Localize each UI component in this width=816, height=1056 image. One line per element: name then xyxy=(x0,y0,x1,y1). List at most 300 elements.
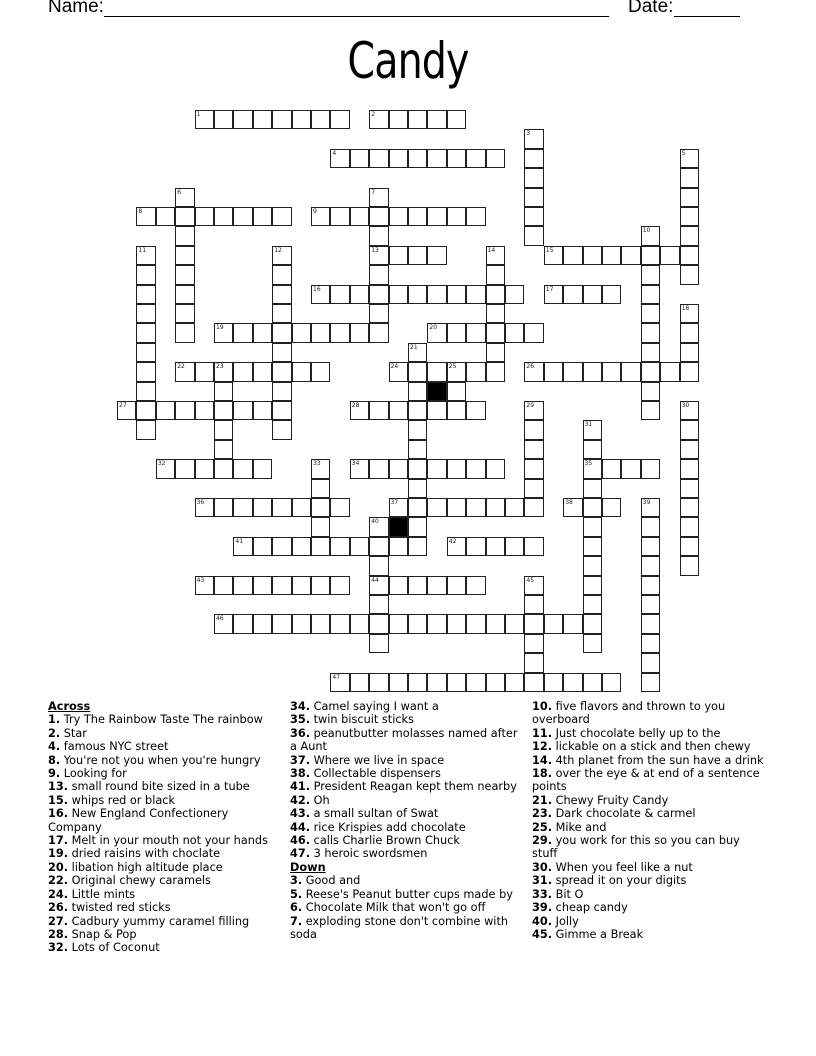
grid-cell[interactable] xyxy=(233,207,252,226)
grid-cell[interactable] xyxy=(311,459,330,478)
grid-cell[interactable] xyxy=(583,420,602,439)
grid-cell[interactable] xyxy=(292,110,311,129)
grid-cell[interactable] xyxy=(311,498,330,517)
grid-cell[interactable] xyxy=(486,362,505,381)
grid-cell[interactable] xyxy=(466,614,485,633)
grid-cell[interactable] xyxy=(641,343,660,362)
grid-cell[interactable] xyxy=(195,576,214,595)
grid-cell[interactable] xyxy=(427,362,446,381)
grid-cell[interactable] xyxy=(563,362,582,381)
grid-cell[interactable] xyxy=(175,207,194,226)
grid-cell[interactable] xyxy=(447,401,466,420)
grid-cell[interactable] xyxy=(272,537,291,556)
grid-cell[interactable] xyxy=(408,246,427,265)
grid-cell[interactable] xyxy=(602,362,621,381)
grid-cell[interactable] xyxy=(369,576,388,595)
grid-cell[interactable] xyxy=(680,440,699,459)
grid-cell[interactable] xyxy=(524,129,543,148)
grid-cell[interactable] xyxy=(427,576,446,595)
grid-cell[interactable] xyxy=(641,265,660,284)
grid-cell[interactable] xyxy=(641,556,660,575)
grid-cell[interactable] xyxy=(272,207,291,226)
grid-cell[interactable] xyxy=(272,323,291,342)
grid-cell[interactable] xyxy=(544,614,563,633)
grid-cell[interactable] xyxy=(621,246,640,265)
grid-cell[interactable] xyxy=(641,576,660,595)
grid-cell[interactable] xyxy=(311,362,330,381)
grid-cell[interactable] xyxy=(253,401,272,420)
grid-cell[interactable] xyxy=(641,537,660,556)
grid-cell[interactable] xyxy=(447,149,466,168)
grid-cell[interactable] xyxy=(524,537,543,556)
grid-cell[interactable] xyxy=(563,614,582,633)
grid-cell[interactable] xyxy=(447,673,466,692)
grid-cell[interactable] xyxy=(195,401,214,420)
grid-cell[interactable] xyxy=(505,498,524,517)
grid-cell[interactable] xyxy=(330,207,349,226)
grid-cell[interactable] xyxy=(583,614,602,633)
grid-cell[interactable] xyxy=(583,556,602,575)
grid-cell[interactable] xyxy=(408,479,427,498)
grid-cell[interactable] xyxy=(408,498,427,517)
grid-cell[interactable] xyxy=(330,323,349,342)
grid-cell[interactable] xyxy=(427,673,446,692)
grid-cell[interactable] xyxy=(427,459,446,478)
grid-cell[interactable] xyxy=(680,362,699,381)
grid-cell[interactable] xyxy=(641,246,660,265)
grid-cell[interactable] xyxy=(369,459,388,478)
grid-cell[interactable] xyxy=(641,498,660,517)
grid-cell[interactable] xyxy=(136,420,155,439)
grid-cell[interactable] xyxy=(447,459,466,478)
grid-cell[interactable] xyxy=(330,110,349,129)
grid-cell[interactable] xyxy=(292,323,311,342)
grid-cell[interactable] xyxy=(214,323,233,342)
grid-cell[interactable] xyxy=(389,207,408,226)
grid-cell[interactable] xyxy=(680,401,699,420)
grid-cell[interactable] xyxy=(272,498,291,517)
grid-cell[interactable] xyxy=(175,285,194,304)
grid-cell[interactable] xyxy=(369,595,388,614)
grid-cell[interactable] xyxy=(408,401,427,420)
grid-cell[interactable] xyxy=(311,537,330,556)
grid-cell[interactable] xyxy=(389,459,408,478)
grid-cell[interactable] xyxy=(641,382,660,401)
grid-cell[interactable] xyxy=(447,498,466,517)
grid-cell[interactable] xyxy=(272,343,291,362)
grid-cell[interactable] xyxy=(427,498,446,517)
grid-cell[interactable] xyxy=(408,110,427,129)
grid-cell[interactable] xyxy=(524,498,543,517)
grid-cell[interactable] xyxy=(408,285,427,304)
grid-cell[interactable] xyxy=(408,537,427,556)
grid-cell[interactable] xyxy=(486,498,505,517)
grid-cell[interactable] xyxy=(175,362,194,381)
grid-cell[interactable] xyxy=(602,673,621,692)
grid-cell[interactable] xyxy=(389,401,408,420)
grid-cell[interactable] xyxy=(447,576,466,595)
grid-cell[interactable] xyxy=(369,673,388,692)
grid-cell[interactable] xyxy=(486,285,505,304)
grid-cell[interactable] xyxy=(583,285,602,304)
grid-cell[interactable] xyxy=(117,401,136,420)
grid-cell[interactable] xyxy=(660,362,679,381)
grid-cell[interactable] xyxy=(350,149,369,168)
grid-cell[interactable] xyxy=(408,517,427,536)
grid-cell[interactable] xyxy=(524,595,543,614)
grid-cell[interactable] xyxy=(602,459,621,478)
grid-cell[interactable] xyxy=(369,323,388,342)
grid-cell[interactable] xyxy=(369,285,388,304)
grid-cell[interactable] xyxy=(486,673,505,692)
grid-cell[interactable] xyxy=(466,459,485,478)
grid-cell[interactable] xyxy=(369,149,388,168)
grid-cell[interactable] xyxy=(214,498,233,517)
grid-cell[interactable] xyxy=(272,110,291,129)
grid-cell[interactable] xyxy=(272,285,291,304)
grid-cell[interactable] xyxy=(175,226,194,245)
grid-cell[interactable] xyxy=(195,459,214,478)
grid-cell[interactable] xyxy=(563,285,582,304)
grid-cell[interactable] xyxy=(272,246,291,265)
grid-cell[interactable] xyxy=(408,382,427,401)
grid-cell[interactable] xyxy=(292,362,311,381)
grid-cell[interactable] xyxy=(408,420,427,439)
grid-cell[interactable] xyxy=(195,362,214,381)
grid-cell[interactable] xyxy=(330,576,349,595)
grid-cell[interactable] xyxy=(447,110,466,129)
grid-cell[interactable] xyxy=(641,323,660,342)
grid-cell[interactable] xyxy=(175,246,194,265)
grid-cell[interactable] xyxy=(369,537,388,556)
grid-cell[interactable] xyxy=(427,246,446,265)
grid-cell[interactable] xyxy=(408,673,427,692)
grid-cell[interactable] xyxy=(233,498,252,517)
grid-cell[interactable] xyxy=(233,614,252,633)
grid-cell[interactable] xyxy=(175,459,194,478)
grid-cell[interactable] xyxy=(389,498,408,517)
grid-cell[interactable] xyxy=(641,653,660,672)
grid-cell[interactable] xyxy=(524,673,543,692)
grid-cell[interactable] xyxy=(680,246,699,265)
grid-cell[interactable] xyxy=(427,285,446,304)
grid-cell[interactable] xyxy=(253,614,272,633)
grid-cell[interactable] xyxy=(389,673,408,692)
grid-cell[interactable] xyxy=(311,576,330,595)
grid-cell[interactable] xyxy=(524,653,543,672)
grid-cell[interactable] xyxy=(524,576,543,595)
grid-cell[interactable] xyxy=(466,362,485,381)
grid-cell[interactable] xyxy=(311,479,330,498)
grid-cell[interactable] xyxy=(408,459,427,478)
grid-cell[interactable] xyxy=(214,440,233,459)
grid-cell[interactable] xyxy=(330,614,349,633)
grid-cell[interactable] xyxy=(583,479,602,498)
grid-cell[interactable] xyxy=(389,362,408,381)
grid-cell[interactable] xyxy=(389,149,408,168)
grid-cell[interactable] xyxy=(136,304,155,323)
grid-cell[interactable] xyxy=(641,614,660,633)
grid-cell[interactable] xyxy=(214,110,233,129)
grid-cell[interactable] xyxy=(175,265,194,284)
grid-cell[interactable] xyxy=(350,673,369,692)
grid-cell[interactable] xyxy=(466,673,485,692)
grid-cell[interactable] xyxy=(544,673,563,692)
grid-cell[interactable] xyxy=(253,323,272,342)
grid-cell[interactable] xyxy=(369,556,388,575)
grid-cell[interactable] xyxy=(330,149,349,168)
grid-cell[interactable] xyxy=(602,246,621,265)
grid-cell[interactable] xyxy=(680,498,699,517)
grid-cell[interactable] xyxy=(136,382,155,401)
grid-cell[interactable] xyxy=(583,595,602,614)
grid-cell[interactable] xyxy=(253,576,272,595)
grid-cell[interactable] xyxy=(641,595,660,614)
grid-cell[interactable] xyxy=(583,576,602,595)
grid-cell[interactable] xyxy=(350,401,369,420)
grid-cell[interactable] xyxy=(369,517,388,536)
grid-cell[interactable] xyxy=(524,188,543,207)
grid-cell[interactable] xyxy=(311,207,330,226)
grid-cell[interactable] xyxy=(175,188,194,207)
grid-cell[interactable] xyxy=(524,362,543,381)
grid-cell[interactable] xyxy=(486,304,505,323)
grid-cell[interactable] xyxy=(272,420,291,439)
grid-cell[interactable] xyxy=(369,188,388,207)
grid-cell[interactable] xyxy=(253,498,272,517)
grid-cell[interactable] xyxy=(136,246,155,265)
grid-cell[interactable] xyxy=(253,459,272,478)
grid-cell[interactable] xyxy=(466,498,485,517)
grid-cell[interactable] xyxy=(350,537,369,556)
grid-cell[interactable] xyxy=(136,323,155,342)
grid-cell[interactable] xyxy=(175,304,194,323)
grid-cell[interactable] xyxy=(680,304,699,323)
grid-cell[interactable] xyxy=(583,537,602,556)
grid-cell[interactable] xyxy=(330,285,349,304)
grid-cell[interactable] xyxy=(156,207,175,226)
grid-cell[interactable] xyxy=(563,673,582,692)
grid-cell[interactable] xyxy=(408,614,427,633)
grid-cell[interactable] xyxy=(583,440,602,459)
grid-cell[interactable] xyxy=(641,634,660,653)
grid-cell[interactable] xyxy=(214,382,233,401)
grid-cell[interactable] xyxy=(466,207,485,226)
grid-cell[interactable] xyxy=(233,323,252,342)
grid-cell[interactable] xyxy=(389,246,408,265)
grid-cell[interactable] xyxy=(641,401,660,420)
grid-cell[interactable] xyxy=(311,614,330,633)
grid-cell[interactable] xyxy=(680,556,699,575)
grid-cell[interactable] xyxy=(350,285,369,304)
grid-cell[interactable] xyxy=(369,110,388,129)
grid-cell[interactable] xyxy=(680,265,699,284)
grid-cell[interactable] xyxy=(389,537,408,556)
grid-cell[interactable] xyxy=(641,226,660,245)
grid-cell[interactable] xyxy=(389,576,408,595)
grid-cell[interactable] xyxy=(408,362,427,381)
grid-cell[interactable] xyxy=(466,576,485,595)
grid-cell[interactable] xyxy=(369,226,388,245)
grid-cell[interactable] xyxy=(447,614,466,633)
grid-cell[interactable] xyxy=(524,459,543,478)
grid-cell[interactable] xyxy=(447,207,466,226)
grid-cell[interactable] xyxy=(292,498,311,517)
grid-cell[interactable] xyxy=(680,479,699,498)
grid-cell[interactable] xyxy=(369,401,388,420)
grid-cell[interactable] xyxy=(272,382,291,401)
grid-cell[interactable] xyxy=(524,440,543,459)
grid-cell[interactable] xyxy=(136,343,155,362)
grid-cell[interactable] xyxy=(583,459,602,478)
grid-cell[interactable] xyxy=(680,207,699,226)
grid-cell[interactable] xyxy=(195,498,214,517)
grid-cell[interactable] xyxy=(524,226,543,245)
grid-cell[interactable] xyxy=(486,246,505,265)
grid-cell[interactable] xyxy=(253,110,272,129)
grid-cell[interactable] xyxy=(447,362,466,381)
grid-cell[interactable] xyxy=(292,576,311,595)
grid-cell[interactable] xyxy=(253,537,272,556)
grid-cell[interactable] xyxy=(544,362,563,381)
grid-cell[interactable] xyxy=(369,265,388,284)
grid-cell[interactable] xyxy=(369,207,388,226)
grid-cell[interactable] xyxy=(214,362,233,381)
grid-cell[interactable] xyxy=(583,517,602,536)
grid-cell[interactable] xyxy=(621,362,640,381)
grid-cell[interactable] xyxy=(602,498,621,517)
grid-cell[interactable] xyxy=(466,149,485,168)
grid-cell[interactable] xyxy=(427,401,446,420)
grid-cell[interactable] xyxy=(214,420,233,439)
grid-cell[interactable] xyxy=(350,614,369,633)
grid-cell[interactable] xyxy=(583,498,602,517)
grid-cell[interactable] xyxy=(466,323,485,342)
grid-cell[interactable] xyxy=(214,459,233,478)
grid-cell[interactable] xyxy=(408,149,427,168)
grid-cell[interactable] xyxy=(680,226,699,245)
grid-cell[interactable] xyxy=(466,401,485,420)
grid-cell[interactable] xyxy=(563,498,582,517)
grid-cell[interactable] xyxy=(563,246,582,265)
grid-cell[interactable] xyxy=(311,323,330,342)
grid-cell[interactable] xyxy=(505,285,524,304)
grid-cell[interactable] xyxy=(486,149,505,168)
grid-cell[interactable] xyxy=(680,537,699,556)
grid-cell[interactable] xyxy=(524,401,543,420)
grid-cell[interactable] xyxy=(583,246,602,265)
grid-cell[interactable] xyxy=(505,323,524,342)
grid-cell[interactable] xyxy=(136,265,155,284)
grid-cell[interactable] xyxy=(350,323,369,342)
grid-cell[interactable] xyxy=(641,304,660,323)
grid-cell[interactable] xyxy=(233,459,252,478)
grid-cell[interactable] xyxy=(544,285,563,304)
grid-cell[interactable] xyxy=(680,517,699,536)
grid-cell[interactable] xyxy=(292,614,311,633)
grid-cell[interactable] xyxy=(389,285,408,304)
grid-cell[interactable] xyxy=(195,110,214,129)
grid-cell[interactable] xyxy=(641,673,660,692)
grid-cell[interactable] xyxy=(524,323,543,342)
grid-cell[interactable] xyxy=(272,362,291,381)
grid-cell[interactable] xyxy=(233,110,252,129)
grid-cell[interactable] xyxy=(408,343,427,362)
grid-cell[interactable] xyxy=(389,614,408,633)
grid-cell[interactable] xyxy=(330,673,349,692)
grid-cell[interactable] xyxy=(311,517,330,536)
grid-cell[interactable] xyxy=(272,304,291,323)
grid-cell[interactable] xyxy=(311,285,330,304)
grid-cell[interactable] xyxy=(641,285,660,304)
grid-cell[interactable] xyxy=(272,576,291,595)
grid-cell[interactable] xyxy=(369,614,388,633)
grid-cell[interactable] xyxy=(253,362,272,381)
grid-cell[interactable] xyxy=(680,323,699,342)
grid-cell[interactable] xyxy=(524,614,543,633)
grid-cell[interactable] xyxy=(156,401,175,420)
grid-cell[interactable] xyxy=(680,343,699,362)
grid-cell[interactable] xyxy=(544,246,563,265)
grid-cell[interactable] xyxy=(486,323,505,342)
grid-cell[interactable] xyxy=(466,537,485,556)
grid-cell[interactable] xyxy=(583,362,602,381)
grid-cell[interactable] xyxy=(136,401,155,420)
grid-cell[interactable] xyxy=(524,149,543,168)
grid-cell[interactable] xyxy=(641,459,660,478)
grid-cell[interactable] xyxy=(486,459,505,478)
grid-cell[interactable] xyxy=(524,634,543,653)
grid-cell[interactable] xyxy=(175,401,194,420)
grid-cell[interactable] xyxy=(447,382,466,401)
grid-cell[interactable] xyxy=(680,459,699,478)
grid-cell[interactable] xyxy=(583,673,602,692)
grid-cell[interactable] xyxy=(408,576,427,595)
grid-cell[interactable] xyxy=(408,440,427,459)
grid-cell[interactable] xyxy=(427,110,446,129)
grid-cell[interactable] xyxy=(136,285,155,304)
grid-cell[interactable] xyxy=(505,673,524,692)
grid-cell[interactable] xyxy=(524,207,543,226)
grid-cell[interactable] xyxy=(369,304,388,323)
grid-cell[interactable] xyxy=(136,207,155,226)
grid-cell[interactable] xyxy=(524,168,543,187)
grid-cell[interactable] xyxy=(389,110,408,129)
grid-cell[interactable] xyxy=(641,517,660,536)
grid-cell[interactable] xyxy=(214,576,233,595)
grid-cell[interactable] xyxy=(641,362,660,381)
grid-cell[interactable] xyxy=(311,110,330,129)
grid-cell[interactable] xyxy=(427,614,446,633)
grid-cell[interactable] xyxy=(350,207,369,226)
grid-cell[interactable] xyxy=(214,207,233,226)
grid-cell[interactable] xyxy=(214,401,233,420)
grid-cell[interactable] xyxy=(292,537,311,556)
grid-cell[interactable] xyxy=(233,362,252,381)
grid-cell[interactable] xyxy=(233,537,252,556)
grid-cell[interactable] xyxy=(602,285,621,304)
grid-cell[interactable] xyxy=(427,207,446,226)
grid-cell[interactable] xyxy=(214,614,233,633)
grid-cell[interactable] xyxy=(621,459,640,478)
grid-cell[interactable] xyxy=(505,614,524,633)
grid-cell[interactable] xyxy=(583,634,602,653)
grid-cell[interactable] xyxy=(427,149,446,168)
grid-cell[interactable] xyxy=(369,246,388,265)
grid-cell[interactable] xyxy=(330,537,349,556)
grid-cell[interactable] xyxy=(466,285,485,304)
grid-cell[interactable] xyxy=(680,149,699,168)
